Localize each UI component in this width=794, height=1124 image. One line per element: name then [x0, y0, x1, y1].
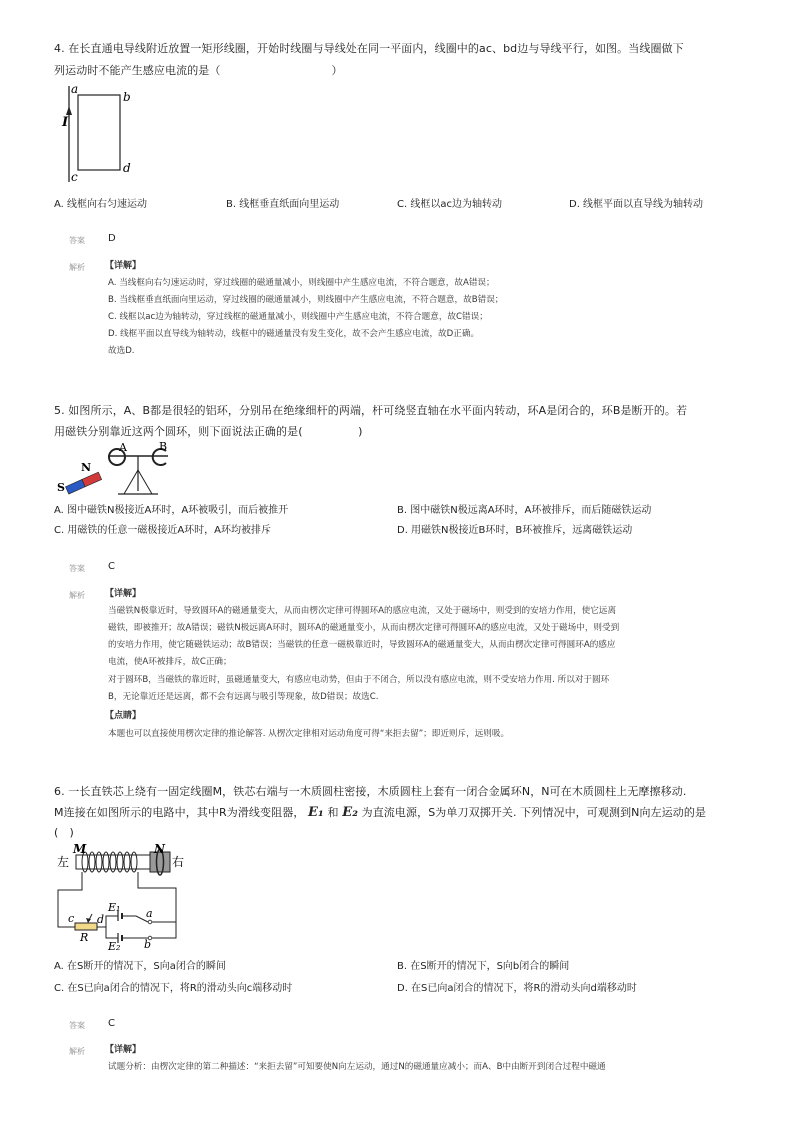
q5-answer-label: 答案	[69, 564, 85, 573]
q4-explanation-3: C. 线框以ac边为轴转动，穿过线框的磁通量减小，则线圈中产生感应电流，不符合题意，故C错误；	[108, 312, 488, 322]
q5-answer: C	[108, 561, 115, 572]
q5-label-N: N	[81, 461, 92, 474]
q6-label-c: c	[68, 912, 75, 925]
q4-explanation-4: D. 线框平面以直导线为轴转动，线框中的磁通量没有发生变化，故不会产生感应电流，故D正确。	[108, 329, 480, 339]
q6-label-E2: E₂	[108, 940, 121, 950]
q6-label-left: 左	[57, 855, 70, 869]
q4-label-b: b	[123, 90, 131, 104]
q6-stem-line2-part2: 和	[327, 806, 339, 819]
q5-stem-line1: 5. 如图所示，A、B都是很轻的铝环，分别吊在绝缘细杆的两端，杆可绕竖直轴在水平面内转动，环A是闭合的，环B是断开的。若	[54, 404, 688, 417]
q6-label-d: d	[97, 913, 105, 926]
q5-label-A: A	[119, 442, 127, 454]
q6-stem-line3: ( )	[54, 826, 74, 839]
q6-switch-blade[interactable]	[122, 916, 148, 922]
q5-option-a[interactable]: A. 图中磁铁N极接近A环时，A环被吸引，而后被推开	[54, 505, 289, 516]
q5-analysis-label: 解析	[69, 591, 85, 600]
q6-rheostat-R	[75, 923, 97, 930]
q4-label-a: a	[71, 84, 79, 96]
q5-detail-title: 【详解】	[105, 589, 142, 599]
q4-coil	[78, 95, 120, 170]
q5-magnet	[66, 472, 102, 494]
q4-answer: D	[108, 233, 116, 244]
q4-option-d[interactable]: D. 线框平面以直导线为轴转动	[569, 199, 704, 210]
q6-stem-line2-part3: 为直流电源，S为单刀双掷开关. 下列情况中，可观测到N向左运动的是	[361, 806, 707, 819]
q4-explanation-5: 故选D.	[108, 346, 135, 356]
q6-label-N: N	[154, 842, 165, 856]
q6-option-a[interactable]: A. 在S断开的情况下，S向a闭合的瞬间	[54, 961, 226, 972]
q5-figure	[56, 442, 186, 498]
q6-option-d[interactable]: D. 在S已向a闭合的情况下，将R的滑动头向d端移动时	[397, 983, 637, 994]
q4-stem-line2: 列运动时不能产生感应电流的是（ ）	[54, 64, 343, 77]
q5-explanation-2: 磁铁，即被推开；故A错误；磁铁N极远离A环时，圆环A的磁通量变小，从而由楞次定律可得圆环A的感应电流，又处于磁场中，则受到	[108, 623, 620, 633]
q5-explanation-6: B，无论靠近还是远离，都不会有远离与吸引等现象，故D错误；故选C.	[108, 692, 379, 702]
q5-tip-title: 【点睛】	[105, 711, 142, 721]
q4-explanation-1: A. 当线框向右匀速运动时，穿过线圈的磁通量减小，则线圈中产生感应电流，不符合题意，故A错误；	[108, 278, 495, 288]
q5-tip-text: 本题也可以直接使用楞次定律的推论解答. 从楞次定律相对运动角度可得“来拒去留”；即近则斥，远则吸。	[108, 729, 510, 739]
q4-label-I: I	[62, 115, 69, 130]
q4-explanation-2: B. 当线框垂直纸面向里运动，穿过线圈的磁通量减小，则线圈中产生感应电流，不符合题意，故B错误；	[108, 295, 504, 305]
q6-answer-label: 答案	[69, 1021, 85, 1030]
q5-explanation-3: 的安培力作用，使它随磁铁运动；故B错误；当磁铁的任意一磁极靠近时，导致圆环A的磁通量变大，从而由楞次定律可得圆环A的感应	[108, 640, 616, 650]
q4-figure	[56, 84, 166, 184]
q6-explanation-1: 试题分析：由楞次定律的第二种描述：“来拒去留”可知要使N向左运动，通过N的磁通量应减小；而A、B中由断开到闭合过程中磁通	[108, 1062, 606, 1072]
q4-label-d: d	[123, 161, 131, 175]
q6-stem-e1: E₁	[308, 805, 324, 820]
q4-option-a[interactable]: A. 线框向右匀速运动	[54, 199, 148, 210]
q5-option-c[interactable]: C. 用磁铁的任意一磁极接近A环时，A环均被排斥	[54, 525, 272, 536]
q4-stem-line1: 4. 在长直通电导线附近放置一矩形线圈，开始时线圈与导线处在同一平面内，线圈中的ac、bd边与导线平行，如图。当线圈做下	[54, 42, 684, 55]
q4-answer-label: 答案	[69, 236, 85, 245]
q6-option-b[interactable]: B. 在S断开的情况下，S向b闭合的瞬间	[397, 961, 570, 972]
q6-label-R: R	[80, 931, 89, 944]
q6-stem-line1: 6. 一长直铁芯上绕有一固定线圈M，铁芯右端与一木质圆柱密接，木质圆柱上套有一闭合金属环N，N可在木质圆柱上无摩擦移动.	[54, 785, 687, 798]
q6-label-b: b	[144, 938, 152, 950]
q4-option-b[interactable]: B. 线框垂直纸面向里运动	[226, 199, 340, 210]
q6-detail-title: 【详解】	[105, 1045, 142, 1055]
q6-option-c[interactable]: C. 在S已向a闭合的情况下，将R的滑动头向c端移动时	[54, 983, 293, 994]
q5-option-d[interactable]: D. 用磁铁N极接近B环时，B环被推斥，远离磁铁运动	[397, 525, 633, 536]
q4-option-c[interactable]: C. 线框以ac边为轴转动	[397, 199, 502, 210]
q6-stem-line2-part1: M连接在如图所示的电路中，其中R为滑线变阻器，	[54, 806, 305, 819]
q6-label-right: 右	[172, 855, 185, 869]
q6-wire-e2	[106, 927, 118, 938]
q5-explanation-1: 当磁铁N极靠近时，导致圆环A的磁通量变大，从而由楞次定律可得圆环A的感应电流，又处于磁场中，则受到的安培力作用，使它远离	[108, 606, 617, 616]
q6-stem-e2: E₂	[342, 805, 358, 820]
q5-stem-line2: 用磁铁分别靠近这两个圆环，则下面说法正确的是( )	[54, 425, 363, 438]
q6-label-M: M	[73, 842, 87, 856]
q6-slider-head	[86, 918, 91, 923]
q5-option-b[interactable]: B. 图中磁铁N极远离A环时，A环被排斥，而后随磁铁运动	[397, 505, 652, 516]
q4-label-c: c	[71, 170, 78, 184]
q6-answer: C	[108, 1018, 115, 1029]
q5-explanation-5: 对于圆环B，当磁铁的靠近时，虽磁通量变大，有感应电动势，但由于不闭合，所以没有感应电流，则不受安培力作用. 所以对于圆环	[108, 675, 610, 685]
q6-wire-right	[138, 872, 176, 938]
q5-label-B: B	[159, 442, 168, 453]
q6-label-a: a	[146, 907, 153, 920]
q6-analysis-label: 解析	[69, 1047, 85, 1056]
q4-current-arrow	[66, 106, 72, 115]
q5-explanation-4: 电流，使A环被排斥，故C正确；	[108, 657, 232, 667]
q6-figure	[56, 842, 196, 950]
q6-contact-a[interactable]	[148, 920, 152, 924]
q6-label-E1: E₁	[108, 901, 121, 914]
q4-analysis-label: 解析	[69, 263, 85, 272]
q5-label-S: S	[57, 481, 65, 494]
q6-stem-line2	[54, 802, 706, 824]
q4-detail-title: 【详解】	[105, 261, 142, 271]
